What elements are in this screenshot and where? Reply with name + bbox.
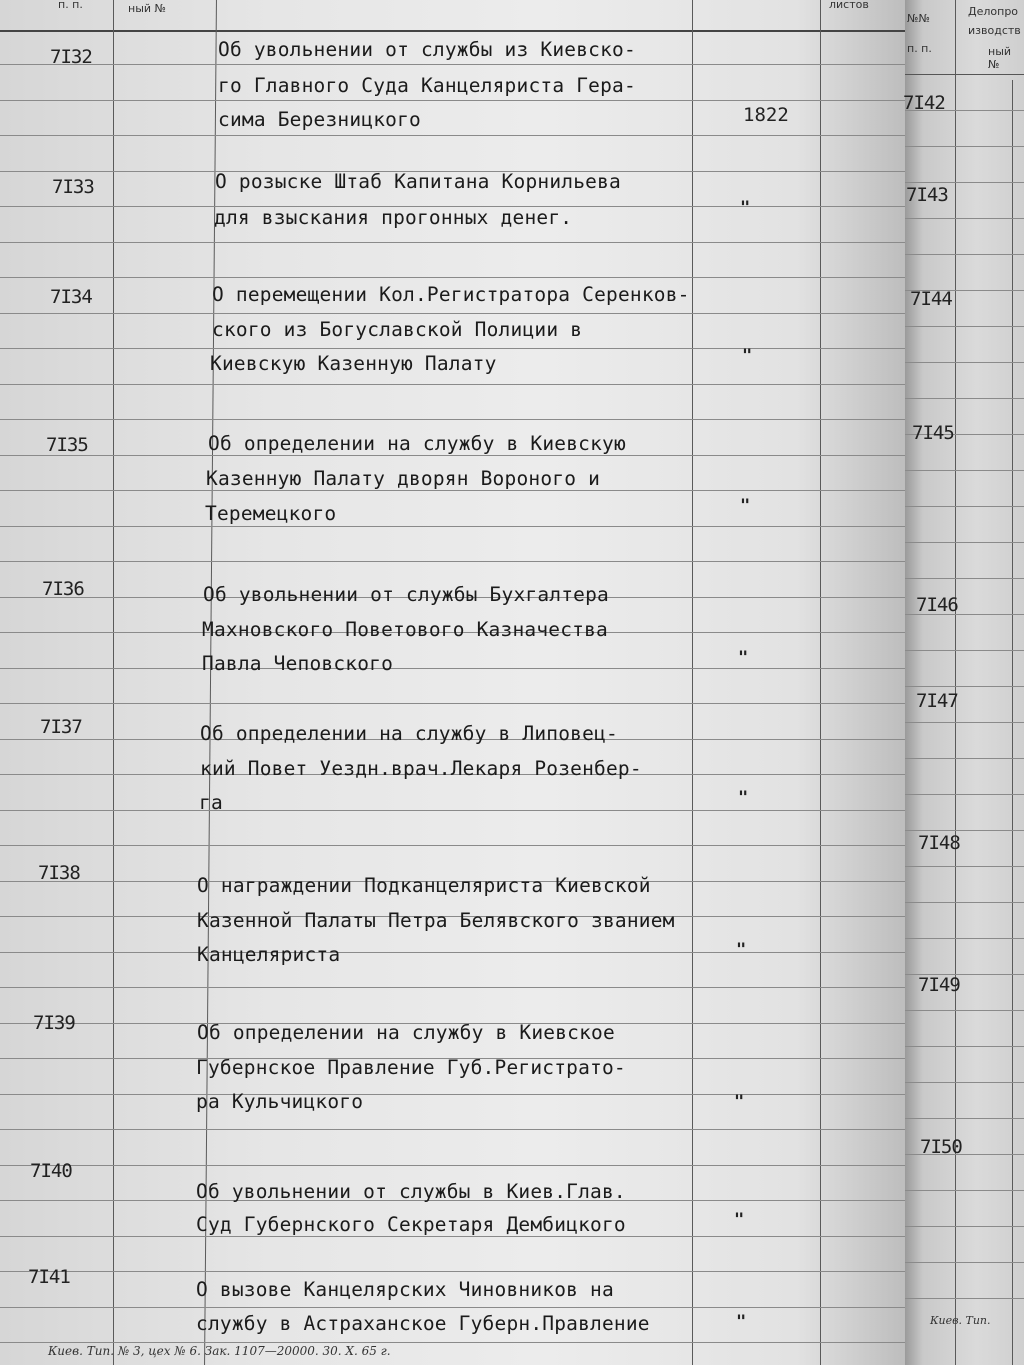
ruled-line-right [905, 506, 1024, 507]
ruled-line [0, 810, 905, 811]
ruled-line [0, 561, 905, 562]
entry-line: Казенную Палату дворян Вороного и [206, 467, 601, 490]
entry-line: Казенной Палаты Петра Белявского званием [197, 909, 675, 932]
ruled-line-right [905, 1298, 1024, 1299]
entry-line: О перемещении Кол.Регистратора Серенков- [212, 283, 690, 306]
ruled-line [0, 313, 905, 314]
entry-line: Об определении на службу в Киевское [197, 1021, 615, 1044]
entry-line: сима Березницкого [218, 108, 421, 131]
ruled-line [0, 703, 905, 704]
entry-date-ditto: " [740, 496, 751, 516]
entry-date-ditto: " [734, 1210, 745, 1230]
entry-number: 7I41 [28, 1266, 70, 1288]
entry-line: ского из Богуславской Полиции в [212, 318, 583, 341]
ruled-line-right [905, 794, 1024, 795]
entry-line: Суд Губернского Секретаря Дембицкого [196, 1213, 626, 1236]
entry-line: Об увольнении от службы в Киев.Глав. [196, 1180, 626, 1203]
entry-line: Теремецкого [205, 502, 337, 525]
col-line-3 [692, 0, 693, 1365]
ruled-line [0, 277, 905, 278]
header-num: ный № [128, 2, 166, 15]
ruled-line-right [905, 650, 1024, 651]
entry-line: Об определении на службу в Киевскую [208, 432, 626, 455]
ruled-line-right [905, 326, 1024, 327]
ruled-line-right [905, 758, 1024, 759]
ruled-line-right [905, 902, 1024, 903]
entry-number: 7I33 [52, 176, 94, 198]
col-line-1 [113, 0, 114, 1365]
ruled-line-right [905, 686, 1024, 687]
right-header-np-top: №№ [907, 12, 930, 25]
entry-number: 7I34 [50, 286, 92, 308]
ruled-line-right [905, 254, 1024, 255]
entry-line: га [199, 791, 223, 814]
right-header-delo-2: изводств [968, 24, 1021, 37]
ruled-line [0, 100, 905, 101]
entry-date-ditto: " [736, 940, 747, 960]
ruled-line-right [905, 1046, 1024, 1047]
ruled-line [0, 987, 905, 988]
entry-line: О розыске Штаб Капитана Корнильева [215, 170, 621, 193]
right-header-np-bottom: п. п. [907, 42, 932, 55]
entry-line: Павла Чеповского [202, 652, 394, 675]
ruled-line [0, 1165, 905, 1166]
right-entry-number: 7I44 [910, 288, 952, 310]
ruled-line-right [905, 722, 1024, 723]
printer-footer-right: Киев. Тип. [930, 1314, 991, 1327]
right-entry-number: 7I46 [916, 594, 958, 616]
ruled-line [0, 384, 905, 385]
ruled-line [0, 1307, 905, 1308]
right-entry-number: 7I42 [903, 92, 945, 114]
right-entry-number: 7I43 [906, 184, 948, 206]
entry-number: 7I39 [33, 1012, 75, 1034]
ruled-line-right [905, 182, 1024, 183]
entry-line: кий Повет Уездн.врач.Лекаря Розенбер- [200, 757, 642, 780]
entry-line: О награждении Подканцеляриста Киевской [197, 874, 651, 897]
ruled-line-right [905, 866, 1024, 867]
entry-date: 1822 [743, 104, 789, 126]
ruled-line [0, 1094, 905, 1095]
entry-number: 7I36 [42, 578, 84, 600]
ruled-line-right [905, 1118, 1024, 1119]
ruled-line-right [905, 470, 1024, 471]
ruled-line [0, 64, 905, 65]
entry-number: 7I32 [50, 46, 92, 68]
ruled-line-right [905, 398, 1024, 399]
right-entry-number: 7I47 [916, 690, 958, 712]
ruled-line-right [905, 218, 1024, 219]
ruled-line [0, 668, 905, 669]
entry-number: 7I35 [46, 434, 88, 456]
entry-line: Губернское Правление Губ.Регистрато- [196, 1056, 626, 1079]
ruled-line [0, 1271, 905, 1272]
ruled-line [0, 348, 905, 349]
ruled-line-right [905, 362, 1024, 363]
header-sheets: листов [829, 0, 869, 11]
ruled-line [0, 419, 905, 420]
ruled-line-right [905, 1226, 1024, 1227]
right-entry-number: 7I49 [918, 974, 960, 996]
entry-date-ditto: " [738, 648, 749, 668]
ruled-line [0, 1236, 905, 1237]
ruled-line-right [905, 1190, 1024, 1191]
ruled-line [0, 490, 905, 491]
col-line-right-1 [955, 0, 956, 1365]
ruled-line [0, 135, 905, 136]
ruled-line [0, 845, 905, 846]
entry-line: Об увольнении от службы Бухгалтера [203, 583, 609, 606]
ruled-line-right [905, 938, 1024, 939]
ruled-line-right [905, 542, 1024, 543]
ruled-line-right [905, 1082, 1024, 1083]
ruled-line-right [905, 146, 1024, 147]
right-entry-number: 7I45 [912, 422, 954, 444]
entry-date-ditto: " [738, 788, 749, 808]
right-header-delo-1: Делопро [968, 5, 1019, 18]
entry-line: Об определении на службу в Липовец- [200, 722, 618, 745]
entry-line: го Главного Суда Канцеляриста Гера- [218, 74, 636, 97]
printer-footer: Киев. Тип. № 3, цех № 6. Зак. 1107—20000. 30. X. 65 г. [48, 1344, 391, 1358]
right-entry-number: 7I50 [920, 1136, 962, 1158]
entry-line: Махновского Поветового Казначества [202, 618, 608, 641]
entry-line: службу в Астраханское Губерн.Правление [196, 1312, 650, 1335]
header-np: п. п. [58, 0, 83, 11]
entry-date-ditto: " [736, 1312, 747, 1332]
right-header-delo-3: ный № [988, 45, 1012, 71]
header-bottom-line [0, 30, 905, 32]
entry-number: 7I37 [40, 716, 82, 738]
ruled-line [0, 1342, 905, 1343]
ruled-line [0, 242, 905, 243]
ruled-line [0, 455, 905, 456]
entry-date-ditto: " [742, 346, 753, 366]
entry-line: ра Кульчицкого [196, 1090, 364, 1113]
ruled-line-right [905, 1262, 1024, 1263]
ruled-line-right [905, 830, 1024, 831]
entry-line: Киевскую Казенную Палату [210, 352, 497, 375]
ruled-line [0, 1129, 905, 1130]
col-line-4 [820, 0, 821, 1365]
entry-line: для взыскания прогонных денег. [214, 206, 573, 229]
ruled-line [0, 526, 905, 527]
entry-line: Канцеляриста [197, 943, 341, 966]
entry-date-ditto: " [740, 198, 751, 218]
right-header-line [905, 74, 1024, 75]
entry-line: О вызове Канцелярских Чиновников на [196, 1278, 614, 1301]
right-entry-number: 7I48 [918, 832, 960, 854]
ruled-line-right [905, 578, 1024, 579]
entry-line: Об увольнении от службы из Киевско- [218, 38, 636, 61]
ruled-line [0, 952, 905, 953]
entry-number: 7I40 [30, 1160, 72, 1182]
entry-date-ditto: " [734, 1092, 745, 1112]
entry-number: 7I38 [38, 862, 80, 884]
ruled-line-right [905, 1010, 1024, 1011]
